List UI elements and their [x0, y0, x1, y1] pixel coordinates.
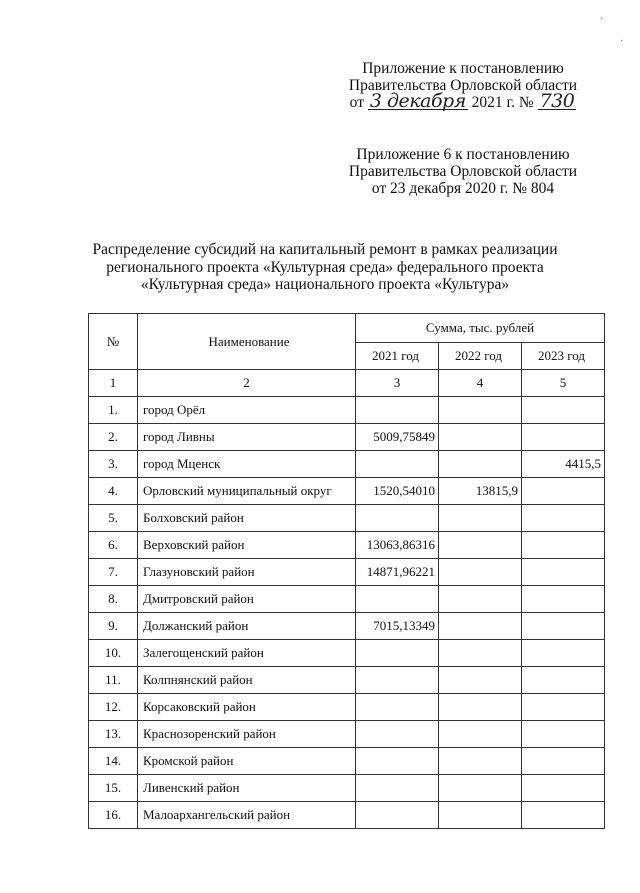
- appendix-line: Приложение 6 к постановлению: [356, 146, 570, 163]
- table-row: [89, 586, 605, 613]
- row-value-2022: [439, 613, 522, 640]
- row-value-2023: [522, 802, 605, 829]
- row-value-2023: [522, 586, 605, 613]
- row-name: Глазуновский район: [138, 559, 356, 586]
- appendix-line: Правительства Орловской области: [348, 77, 578, 94]
- index-cell: 2: [138, 370, 356, 397]
- row-name: Краснозоренский район: [138, 721, 356, 748]
- table-row: [89, 478, 605, 505]
- document-title: [80, 241, 570, 294]
- row-value-2022: [439, 451, 522, 478]
- handwritten-number: 730: [539, 90, 575, 112]
- table-row: [89, 694, 605, 721]
- row-number: 14.: [89, 748, 138, 775]
- row-value-2022: [439, 748, 522, 775]
- row-value-2021: [356, 748, 439, 775]
- row-number: 16.: [89, 802, 138, 829]
- row-value-2023: [522, 775, 605, 802]
- table-row: [89, 640, 605, 667]
- scan-speck: ·: [620, 36, 624, 47]
- table-row: [89, 397, 605, 424]
- row-number: 10.: [89, 640, 138, 667]
- appendix-line: от 23 декабря 2020 г. № 804: [371, 180, 555, 197]
- table-row: [89, 451, 605, 478]
- row-name: Дмитровский район: [138, 586, 356, 613]
- row-value-2023: [522, 397, 605, 424]
- header-num: №: [89, 314, 138, 370]
- row-value-2023: [522, 478, 605, 505]
- row-name: Залегощенский район: [138, 640, 356, 667]
- table-row: [89, 505, 605, 532]
- row-name: Малоархангельский район: [138, 802, 356, 829]
- row-value-2021: [356, 775, 439, 802]
- row-number: 15.: [89, 775, 138, 802]
- row-value-2023: 4415,5: [522, 451, 605, 478]
- row-number: 5.: [89, 505, 138, 532]
- row-name: Кромской район: [138, 748, 356, 775]
- title-line: Распределение субсидий на капитальный ремонт в рамках реализации: [92, 241, 558, 258]
- row-value-2022: [439, 721, 522, 748]
- row-value-2023: [522, 424, 605, 451]
- appendix-header-original: [318, 146, 608, 197]
- row-value-2022: [439, 505, 522, 532]
- table-row: [89, 424, 605, 451]
- scan-speck: ·: [600, 14, 604, 25]
- handwritten-date: 3 декабря: [369, 90, 466, 112]
- row-name: Орловский муниципальный округ: [138, 478, 356, 505]
- table-index-row: [89, 370, 605, 397]
- row-name: Ливенский район: [138, 775, 356, 802]
- header-sum: Сумма, тыс. рублей: [356, 314, 605, 343]
- row-value-2023: [522, 640, 605, 667]
- row-value-2022: [439, 397, 522, 424]
- row-number: 1.: [89, 397, 138, 424]
- row-number: 3.: [89, 451, 138, 478]
- header-name: Наименование: [138, 314, 356, 370]
- row-number: 11.: [89, 667, 138, 694]
- row-value-2021: [356, 397, 439, 424]
- title-line: регионального проекта «Культурная среда» федерального проекта: [106, 258, 544, 276]
- row-number: 8.: [89, 586, 138, 613]
- row-value-2021: [356, 802, 439, 829]
- row-value-2023: [522, 505, 605, 532]
- row-value-2021: [356, 667, 439, 694]
- table-row: [89, 775, 605, 802]
- index-cell: 5: [522, 370, 605, 397]
- header-year-2023: 2023 год: [522, 343, 605, 370]
- row-value-2021: [356, 451, 439, 478]
- row-value-2022: [439, 586, 522, 613]
- header-year-2022: 2022 год: [439, 343, 522, 370]
- table-row: [89, 532, 605, 559]
- row-value-2023: [522, 748, 605, 775]
- row-name: город Ливны: [138, 424, 356, 451]
- row-value-2021: [356, 721, 439, 748]
- row-value-2021: 14871,96221: [356, 559, 439, 586]
- row-value-2021: [356, 640, 439, 667]
- row-number: 12.: [89, 694, 138, 721]
- row-value-2021: 1520,54010: [356, 478, 439, 505]
- row-number: 9.: [89, 613, 138, 640]
- row-value-2021: [356, 586, 439, 613]
- table-row: [89, 748, 605, 775]
- row-value-2022: [439, 667, 522, 694]
- row-value-2022: [439, 694, 522, 721]
- row-value-2021: 5009,75849: [356, 424, 439, 451]
- row-value-2021: [356, 505, 439, 532]
- year-label: 2021 г. №: [471, 94, 534, 111]
- appendix-line: Правительства Орловской области: [348, 163, 578, 180]
- row-name: Должанский район: [138, 613, 356, 640]
- row-number: 4.: [89, 478, 138, 505]
- index-cell: 4: [439, 370, 522, 397]
- row-number: 2.: [89, 424, 138, 451]
- row-value-2022: [439, 775, 522, 802]
- row-value-2021: [356, 694, 439, 721]
- row-name: Болховский район: [138, 505, 356, 532]
- row-value-2022: [439, 424, 522, 451]
- row-value-2021: 13063,86316: [356, 532, 439, 559]
- row-name: город Орёл: [138, 397, 356, 424]
- row-name: Верховский район: [138, 532, 356, 559]
- row-value-2022: [439, 532, 522, 559]
- appendix-line: Приложение к постановлению: [362, 60, 564, 77]
- table-row: [89, 667, 605, 694]
- row-number: 6.: [89, 532, 138, 559]
- row-value-2023: [522, 694, 605, 721]
- row-value-2023: [522, 667, 605, 694]
- index-cell: 3: [356, 370, 439, 397]
- row-value-2022: 13815,9: [439, 478, 522, 505]
- appendix-date-line: [318, 90, 608, 112]
- row-value-2023: [522, 613, 605, 640]
- row-number: 13.: [89, 721, 138, 748]
- row-value-2022: [439, 559, 522, 586]
- title-line: «Культурная среда» национального проекта «Культура»: [140, 276, 510, 293]
- row-number: 7.: [89, 559, 138, 586]
- table-header-row: [89, 314, 605, 343]
- table-row: [89, 721, 605, 748]
- table-row: [89, 613, 605, 640]
- row-value-2021: 7015,13349: [356, 613, 439, 640]
- row-value-2023: [522, 532, 605, 559]
- index-cell: 1: [89, 370, 138, 397]
- row-name: Колпнянский район: [138, 667, 356, 694]
- from-label: от: [349, 94, 364, 111]
- row-value-2023: [522, 721, 605, 748]
- subsidy-table: [88, 313, 605, 829]
- table-row: [89, 802, 605, 829]
- appendix-header-current: [318, 60, 608, 111]
- header-year-2021: 2021 год: [356, 343, 439, 370]
- row-name: Корсаковский район: [138, 694, 356, 721]
- row-value-2022: [439, 802, 522, 829]
- row-value-2022: [439, 640, 522, 667]
- table-row: [89, 559, 605, 586]
- row-value-2023: [522, 559, 605, 586]
- row-name: город Мценск: [138, 451, 356, 478]
